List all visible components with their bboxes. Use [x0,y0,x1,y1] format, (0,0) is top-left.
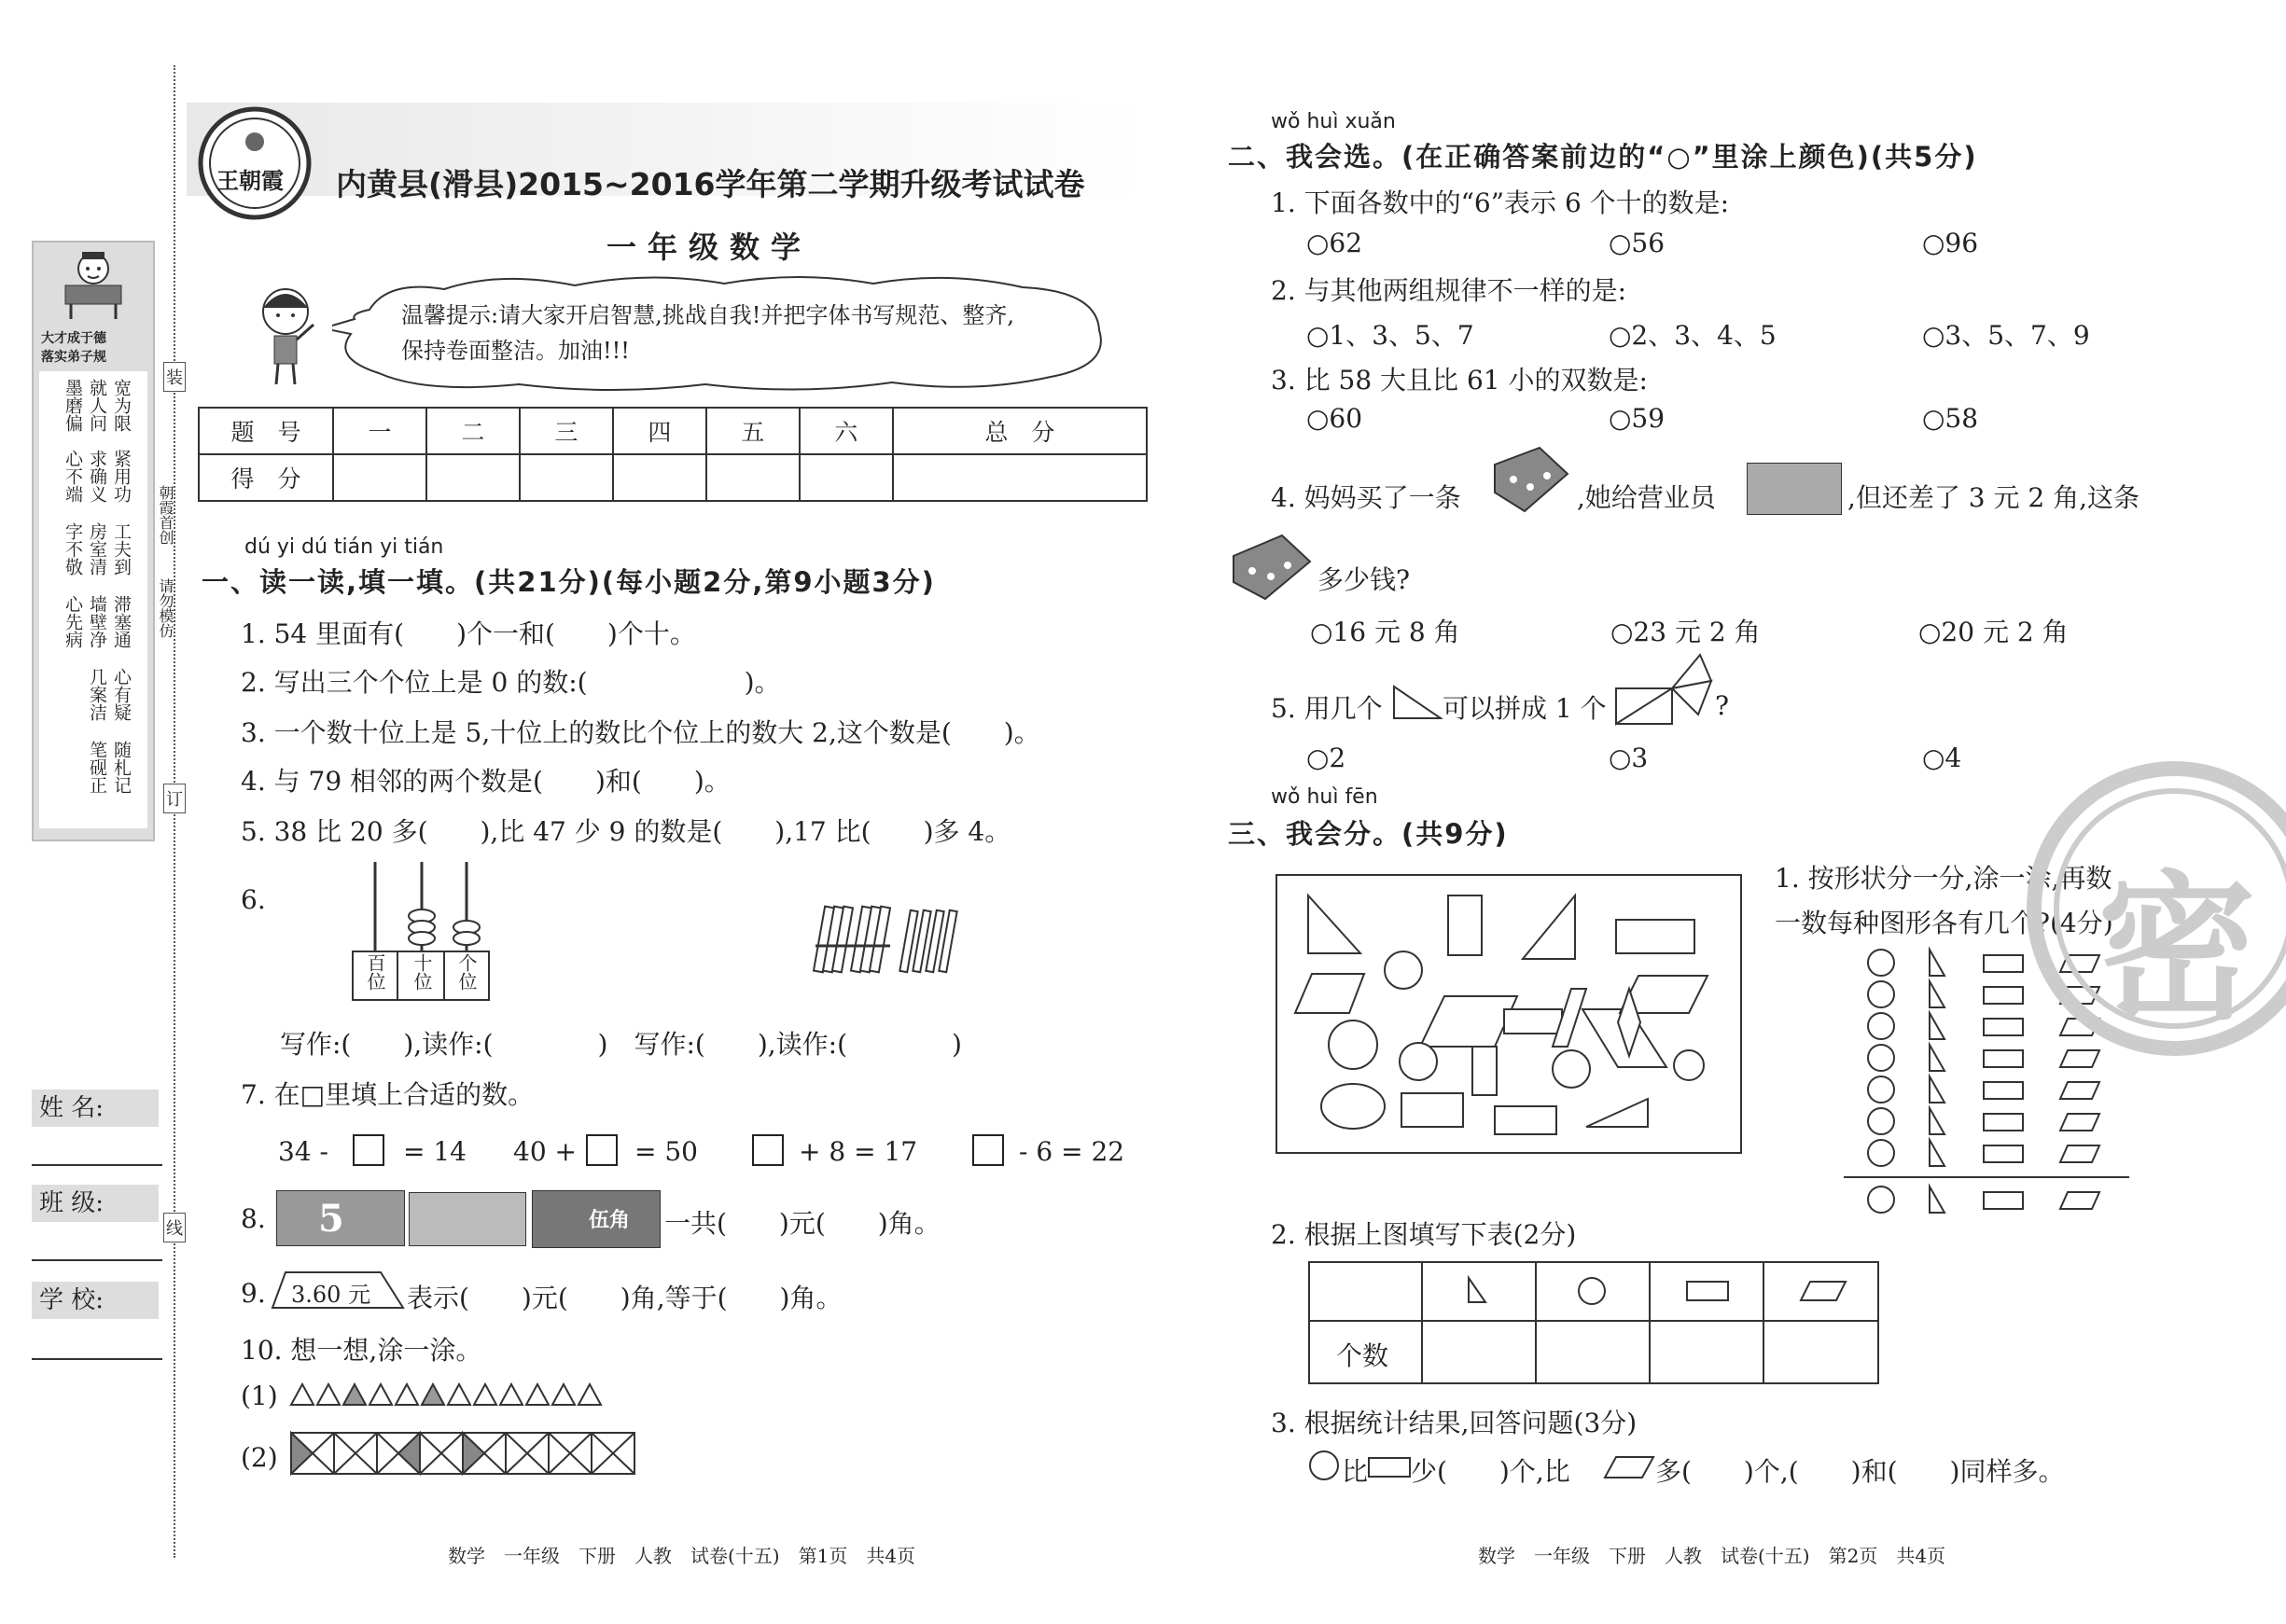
banknote-1-yuan [409,1192,526,1246]
girl-illustration [254,284,319,388]
binding-mark: 线 [163,1213,186,1242]
name-field[interactable] [32,1164,162,1166]
name-label: 姓 名: [32,1090,159,1127]
count-table [1308,1261,1879,1384]
score-input[interactable] [520,454,613,501]
s1-question-7: 7. 在□里填上合适的数。 [241,1079,535,1110]
score-input[interactable] [893,454,1147,501]
s1-q7-eq1-rest: = 14 [403,1136,467,1167]
tip-text-line2: 保持卷面整洁。加油!!! [401,338,630,364]
section2-title: 二、我会选。(在正确答案前边的“○”里涂上颜色)(共5分) [1228,141,1978,173]
s2-q4-option[interactable]: ○23 元 2 角 [1610,617,1761,647]
s2-q2-option[interactable]: ○3、5、7、9 [1922,320,2090,351]
answer-box[interactable] [353,1134,384,1166]
s3-q3-text-c: 多( )个,( )和( )同样多。 [1655,1456,2065,1487]
logo-brand: 王朝霞 [216,167,284,194]
banknote-5-jiao [532,1190,661,1248]
binding-mark: 装 [163,362,186,392]
section2-pinyin: wǒ huì xuǎn [1271,110,1396,133]
page-subtitle: 一年级数学 [606,229,813,265]
rectangle-shape-icon [1368,1457,1411,1478]
sidebar-verse: 几案洁 [87,668,107,721]
class-field[interactable] [32,1259,162,1261]
sidebar-verse: 求确义 [87,450,107,503]
confidential-stamp-text: 密 [2098,857,2257,1042]
score-table-cell: 二 [426,408,520,454]
footer-left: 数学 一年级 下册 人教 试卷(十五) 第1页 共4页 [448,1545,916,1567]
s2-question-4b: ,她给营业员 [1577,482,1716,513]
square-pattern[interactable] [289,1431,640,1476]
s3-q3-text-b: 少( )个,比 [1411,1456,1570,1487]
sidebar-verse: 滞塞通 [111,595,132,648]
abacus-label-tens: 十位 [411,953,433,991]
s2-q3-option[interactable]: ○58 [1922,403,1979,434]
score-table-score-row [199,454,1147,501]
count-table-row-label: 个数 [1336,1340,1389,1371]
s1-question-9: 表示( )元( )角,等于( )角。 [407,1283,843,1313]
s1-question-2: 2. 写出三个个位上是 0 的数:( )。 [241,667,781,698]
score-table-header-row [199,408,1147,454]
answer-box[interactable] [586,1134,618,1166]
parallelogram-shape-icon [1603,1455,1655,1479]
count-input[interactable] [1652,1323,1762,1382]
s2-q5-option[interactable]: ○4 [1922,743,1962,773]
banknote-image [1747,463,1842,515]
s1-question-6: 6. [241,884,266,915]
s1-q7-eq2-rest: = 50 [634,1136,698,1167]
s2-q1-option[interactable]: ○56 [1609,228,1666,258]
s2-question-5a: 5. 用几个 [1271,693,1383,724]
s3-question-3: 3. 根据统计结果,回答问题(3分) [1271,1408,1638,1438]
score-table-cell: 一 [333,408,426,454]
score-table-cell: 三 [520,408,613,454]
score-input[interactable] [800,454,893,501]
confidential-stamp [2015,756,2286,1063]
s3-q3-text-a: 比 [1342,1456,1369,1487]
s3-question-1-line1: 1. 按形状分一分,涂一涂,再数 [1775,863,2112,894]
score-table [198,407,1148,502]
s1-question-5: 5. 38 比 20 多( ),比 47 少 9 的数是( ),17 比( )多 4。 [241,816,1011,847]
stick-bundles [812,897,980,981]
binding-note: 请勿模仿 [157,578,174,638]
school-label: 学 校: [32,1282,159,1319]
abacus-label-ones: 个位 [455,953,478,991]
s2-q1-option[interactable]: ○96 [1922,228,1979,258]
s1-question-1: 1. 54 里面有( )个一和( )个十。 [241,618,696,649]
count-input[interactable] [1424,1323,1534,1382]
score-input[interactable] [613,454,706,501]
s2-question-5c: ? [1715,690,1730,721]
s2-q5-option[interactable]: ○3 [1609,743,1649,773]
score-table-cell: 五 [706,408,800,454]
section1-title: 一、读一读,填一填。(共21分)(每小题2分,第9小题3分) [202,566,936,598]
score-table-cell: 六 [800,408,893,454]
circle-shape-icon [1308,1450,1340,1481]
binding-note: 朝霞首创 [157,485,174,545]
sidebar-verse: 墨磨偏 [63,379,83,432]
s1-question-8-label: 8. [241,1203,266,1234]
class-label: 班 级: [32,1185,159,1222]
score-table-cell: 题 号 [199,408,333,454]
banknote-5-yuan-value: 5 [318,1197,344,1241]
s3-question-2: 2. 根据上图填写下表(2分) [1271,1219,1577,1250]
price-tag-value: 3.60 元 [291,1282,371,1308]
section3-pinyin: wǒ huì fēn [1271,785,1378,809]
bath-towel-image [1493,446,1569,513]
sidebar-verse: 心先病 [63,595,83,648]
sidebar-verse: 笔砚正 [87,741,107,794]
s2-question-1: 1. 下面各数中的“6”表示 6 个十的数是: [1271,187,1730,218]
school-field[interactable] [32,1358,162,1360]
s1-q7-eq2: 40 + [513,1136,577,1167]
bath-towel-image [1232,534,1312,601]
sidebar-verse: 就人问 [87,379,107,432]
sidebar-verse: 工夫到 [111,522,132,576]
s1-question-9-label: 9. [241,1278,266,1309]
sidebar-verse: 房室清 [87,522,107,576]
s3-question-1-line2: 一数每种图形各有几个?(4分) [1775,908,2113,938]
s1-question-8: 一共( )元( )角。 [664,1208,941,1239]
score-table-cell: 得 分 [199,454,333,501]
s2-q1-option[interactable]: ○62 [1306,228,1363,258]
composite-shape-icon [1614,653,1717,726]
s2-question-4d: 多少钱? [1317,564,1411,595]
count-input[interactable] [1538,1323,1648,1382]
sidebar-motto: 大才成于德 [41,331,106,346]
s1-q7-eq1: 34 - [278,1136,328,1167]
s1-q10-part1-label: (1) [241,1381,278,1411]
score-input[interactable] [426,454,520,501]
section3-title: 三、我会分。(共9分) [1228,818,1509,850]
footer-right: 数学 一年级 下册 人教 试卷(十五) 第2页 共4页 [1478,1545,1946,1567]
triangle-shape-icon [1392,685,1443,720]
sidebar-verse: 紧用功 [111,450,132,503]
s2-q5-option[interactable]: ○2 [1306,743,1346,773]
score-input[interactable] [706,454,800,501]
answer-box[interactable] [752,1134,784,1166]
tip-text-line1: 温馨提示:请大家开启智慧,挑战自我!并把字体书写规范、整齐, [401,302,1014,328]
s2-q2-option[interactable]: ○2、3、4、5 [1609,320,1777,351]
s2-question-3: 3. 比 58 大且比 61 小的双数是: [1271,365,1648,396]
s1-q6-answer-line: 写作:( ),读作:( ) 写作:( ),读作:( ) [280,1029,962,1060]
page-title: 内黄县(滑县)2015~2016学年第二学期升级考试试卷 [336,166,1085,202]
s2-question-4a: 4. 妈妈买了一条 [1271,482,1461,513]
s1-q7-eq4-rest: - 6 = 22 [1019,1136,1125,1167]
tip-cloud [332,272,1112,394]
triangle-pattern[interactable] [289,1381,620,1409]
score-table-cell: 四 [613,408,706,454]
sidebar-panel [32,241,155,841]
price-tag [271,1270,405,1310]
s1-question-10: 10. 想一想,涂一涂。 [241,1335,482,1366]
s2-question-2: 2. 与其他两组规律不一样的是: [1271,275,1627,306]
s2-q3-option[interactable]: ○59 [1609,403,1666,434]
s1-q7-eq3-rest: + 8 = 17 [799,1136,918,1167]
s1-q10-part2-label: (2) [241,1442,278,1473]
sidebar-verse: 字不敬 [63,522,83,576]
score-input[interactable] [333,454,426,501]
answer-box[interactable] [972,1134,1004,1166]
banknote-5-jiao-value: 伍角 [589,1208,631,1232]
sidebar-verse: 心不端 [63,450,83,503]
sidebar-verse: 宽为限 [111,379,132,432]
s2-question-5b: 可以拼成 1 个 [1443,693,1607,724]
section1-pinyin: dú yi dú tián yi tián [244,535,444,559]
sidebar-motto: 落实弟子规 [41,350,106,365]
logo [196,104,314,222]
s2-question-4c: ,但还差了 3 元 2 角,这条 [1847,482,2140,513]
sidebar-verse: 墙壁净 [87,595,107,648]
abacus-label-hundreds: 百位 [364,953,386,991]
sidebar-verse: 心有疑 [111,668,132,721]
s2-q2-option[interactable]: ○1、3、5、7 [1306,320,1474,351]
s1-question-3: 3. 一个数十位上是 5,十位上的数比个位上的数大 2,这个数是( )。 [241,717,1040,748]
s2-q3-option[interactable]: ○60 [1306,403,1363,434]
banknote-5-yuan [276,1190,405,1246]
abacus [351,860,491,1002]
s2-q4-option[interactable]: ○20 元 2 角 [1918,617,2069,647]
score-table-cell: 总 分 [893,408,1147,454]
s2-q4-option[interactable]: ○16 元 8 角 [1310,617,1460,647]
shapes-panel [1275,873,1743,1155]
scholar-illustration [56,248,131,323]
s1-question-4: 4. 与 79 相邻的两个数是( )和( )。 [241,766,731,797]
count-input[interactable] [1765,1323,1875,1382]
sidebar-verse: 随札记 [111,741,132,794]
binding-mark: 订 [163,784,186,813]
